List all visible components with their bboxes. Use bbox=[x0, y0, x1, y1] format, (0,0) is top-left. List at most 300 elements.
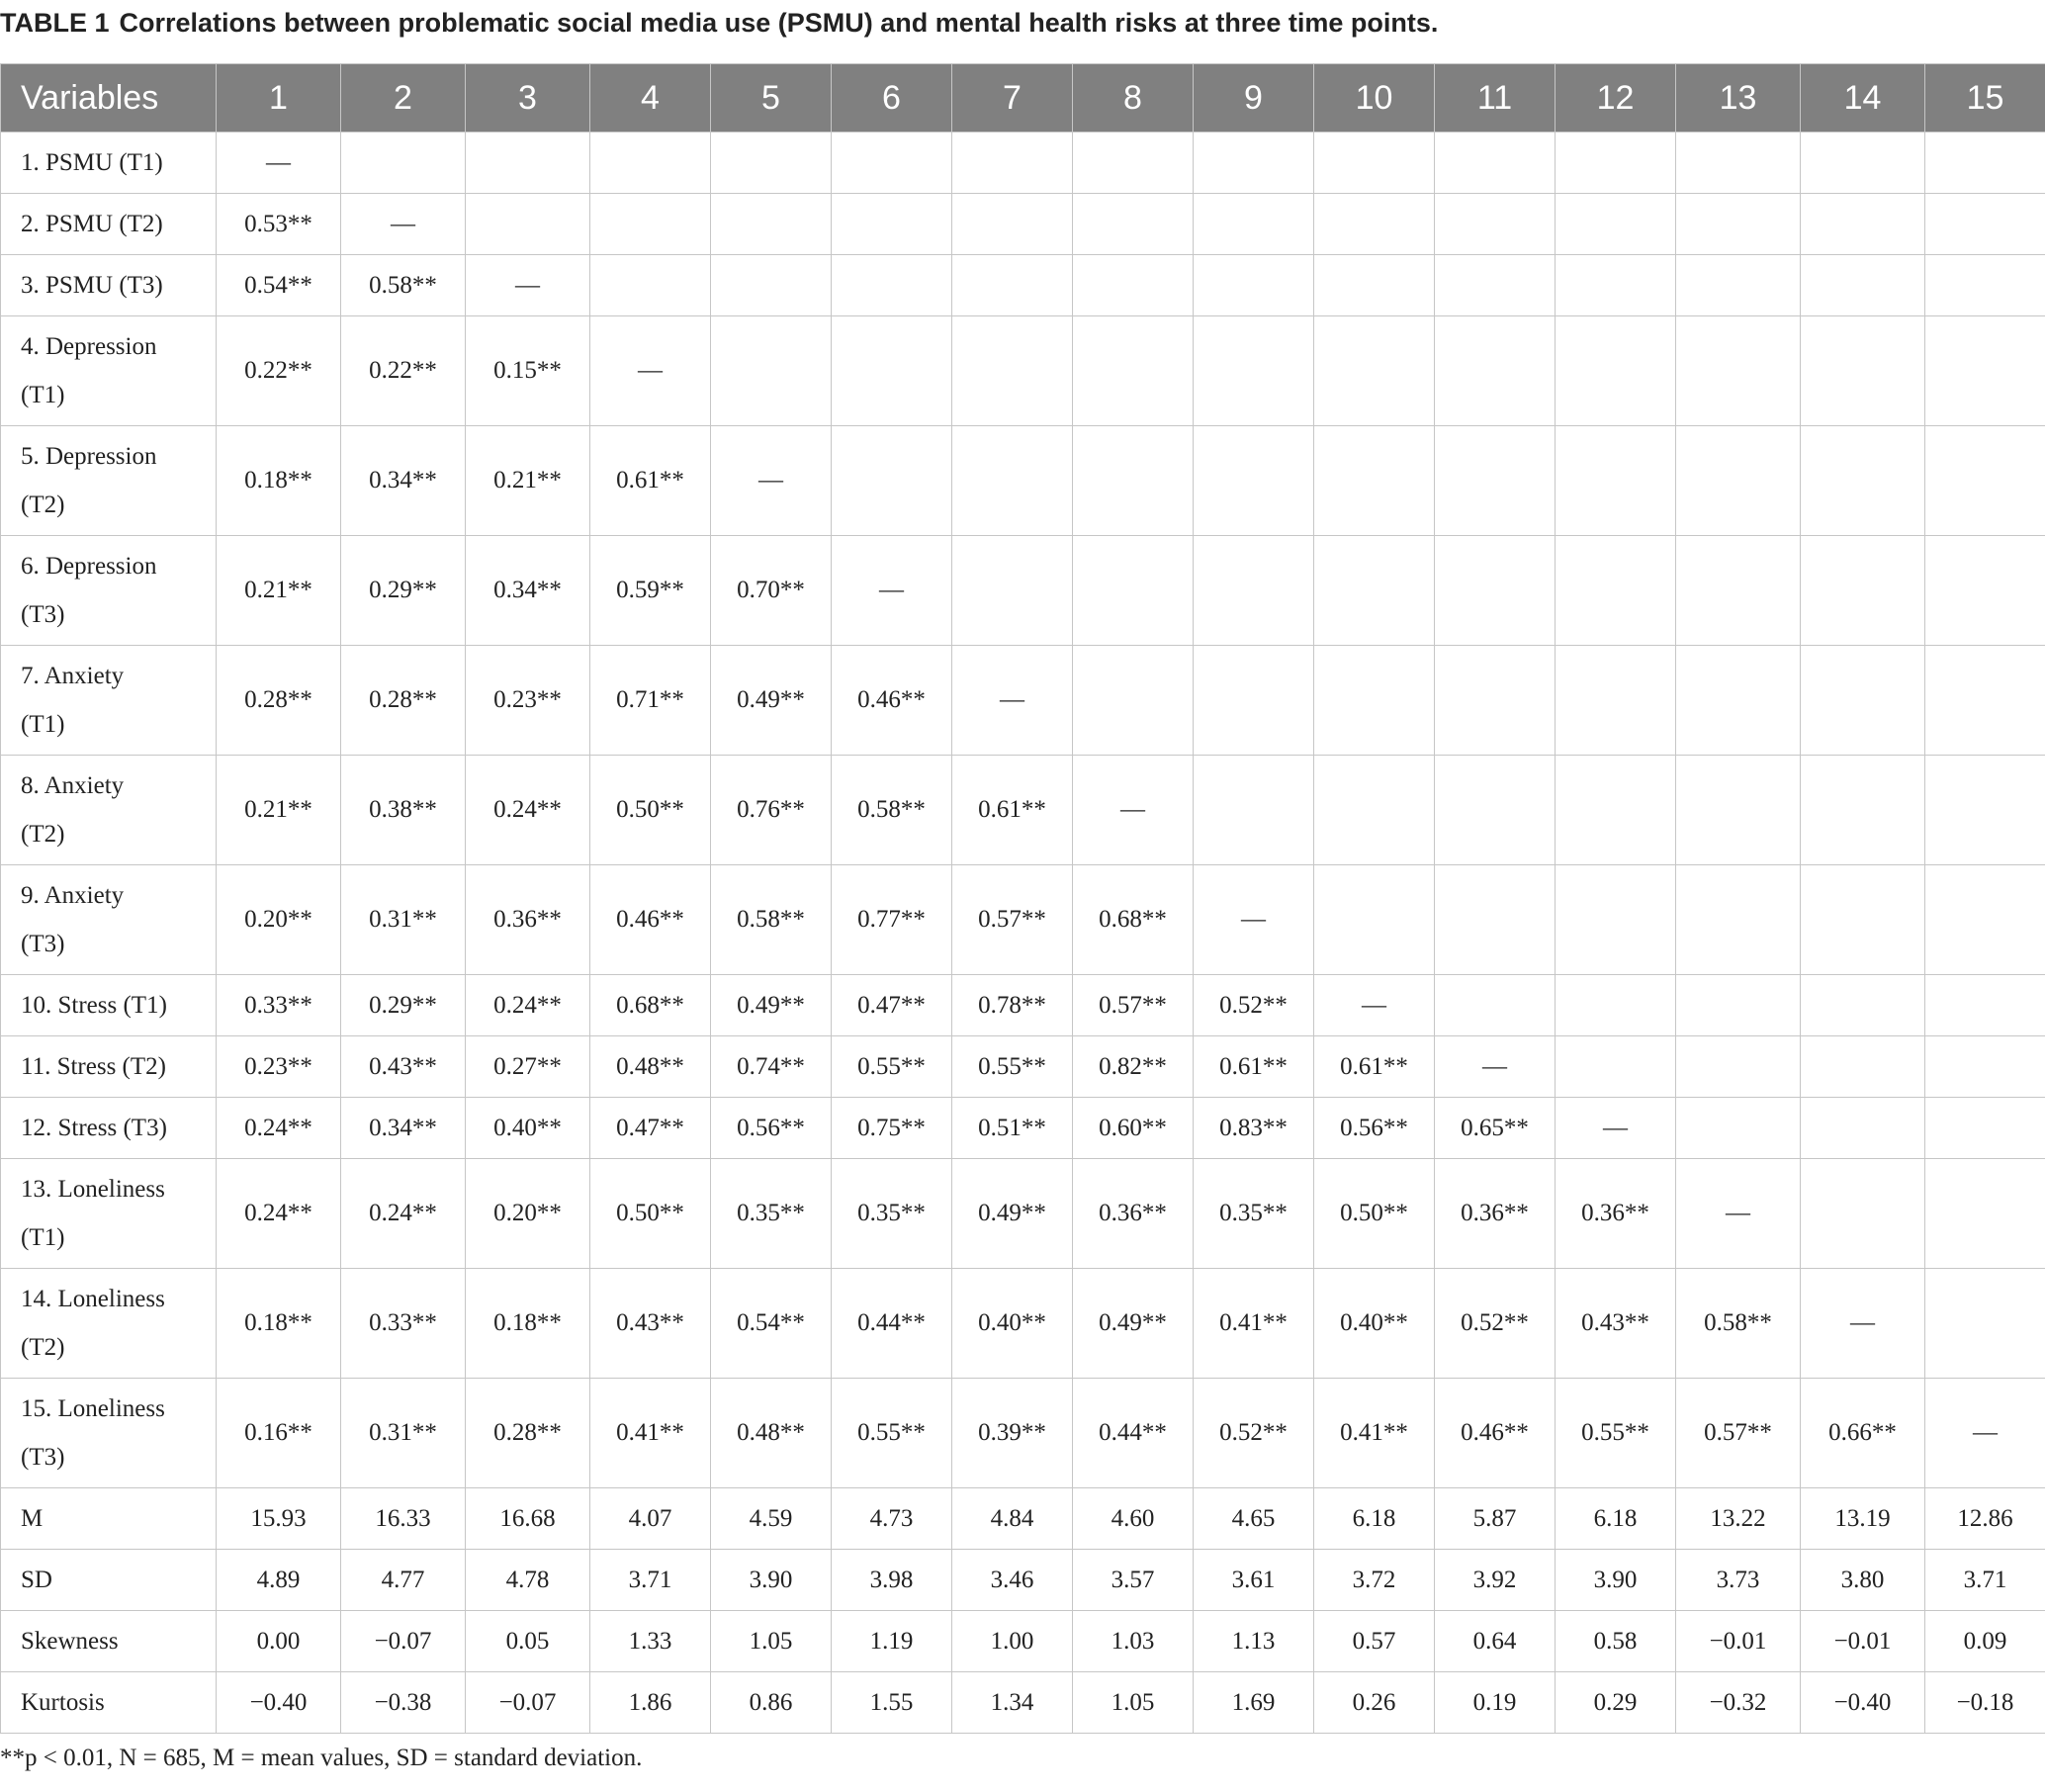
table-cell: 0.50** bbox=[590, 756, 711, 865]
table-cell: — bbox=[1801, 1269, 1925, 1379]
table-cell: — bbox=[590, 316, 711, 426]
table-cell: −0.07 bbox=[341, 1611, 466, 1672]
header-col-4: 4 bbox=[590, 64, 711, 133]
table-cell bbox=[1314, 756, 1435, 865]
table-cell: 0.53** bbox=[217, 194, 341, 255]
table-cell: 0.58** bbox=[1676, 1269, 1801, 1379]
table-cell: 0.46** bbox=[832, 646, 952, 756]
table-cell: 0.21** bbox=[217, 536, 341, 646]
table-cell: — bbox=[1676, 1159, 1801, 1269]
table-cell bbox=[1314, 255, 1435, 316]
table-cell bbox=[1314, 194, 1435, 255]
table-cell: 0.55** bbox=[952, 1036, 1073, 1098]
variable-label: 8. Anxiety (T2) bbox=[1, 756, 217, 865]
table-cell bbox=[1925, 1159, 2045, 1269]
table-row bbox=[1, 1488, 2045, 1550]
table-cell: — bbox=[1556, 1098, 1676, 1159]
table-cell: 0.36** bbox=[1073, 1159, 1194, 1269]
table-cell bbox=[1925, 646, 2045, 756]
table-row bbox=[1, 194, 2045, 255]
table-cell bbox=[1801, 1159, 1925, 1269]
table-cell: 4.78 bbox=[466, 1550, 590, 1611]
table-cell bbox=[1676, 865, 1801, 975]
table-row bbox=[1, 865, 2045, 975]
table-cell: 0.56** bbox=[1314, 1098, 1435, 1159]
table-cell bbox=[832, 194, 952, 255]
table-cell bbox=[1925, 426, 2045, 536]
table-title: Correlations between problematic social media use (PSMU) and mental health risks at three time points. bbox=[119, 8, 1439, 38]
table-cell: 3.73 bbox=[1676, 1550, 1801, 1611]
table-cell: — bbox=[1925, 1379, 2045, 1488]
table-cell bbox=[1435, 646, 1556, 756]
table-cell bbox=[1676, 194, 1801, 255]
table-cell: 3.90 bbox=[1556, 1550, 1676, 1611]
table-cell: 0.33** bbox=[217, 975, 341, 1036]
table-cell bbox=[1556, 865, 1676, 975]
table-caption bbox=[0, 8, 1438, 39]
variable-label: 10. Stress (T1) bbox=[1, 975, 217, 1036]
variable-label: 7. Anxiety (T1) bbox=[1, 646, 217, 756]
table-cell bbox=[1194, 133, 1314, 194]
table-cell: 0.36** bbox=[466, 865, 590, 975]
table-cell: 4.84 bbox=[952, 1488, 1073, 1550]
table-cell bbox=[1073, 646, 1194, 756]
table-cell bbox=[1801, 133, 1925, 194]
table-cell: 0.24** bbox=[341, 1159, 466, 1269]
table-cell: — bbox=[832, 536, 952, 646]
table-cell: 0.24** bbox=[466, 756, 590, 865]
table-cell: 1.33 bbox=[590, 1611, 711, 1672]
header-col-1: 1 bbox=[217, 64, 341, 133]
table-cell: 0.19 bbox=[1435, 1672, 1556, 1734]
table-cell bbox=[1925, 1036, 2045, 1098]
variable-label: 11. Stress (T2) bbox=[1, 1036, 217, 1098]
table-cell: — bbox=[1435, 1036, 1556, 1098]
table-cell: 0.39** bbox=[952, 1379, 1073, 1488]
table-cell: 15.93 bbox=[217, 1488, 341, 1550]
table-footnote: **p < 0.01, N = 685, M = mean values, SD = standard deviation. bbox=[0, 1745, 643, 1771]
table-cell: 12.86 bbox=[1925, 1488, 2045, 1550]
table-cell: 0.38** bbox=[341, 756, 466, 865]
header-col-12: 12 bbox=[1556, 64, 1676, 133]
header-col-11: 11 bbox=[1435, 64, 1556, 133]
table-cell: 1.34 bbox=[952, 1672, 1073, 1734]
table-cell bbox=[952, 194, 1073, 255]
table-cell: 0.50** bbox=[1314, 1159, 1435, 1269]
table-row bbox=[1, 646, 2045, 756]
table-cell: 0.35** bbox=[711, 1159, 832, 1269]
table-cell: 16.68 bbox=[466, 1488, 590, 1550]
table-cell: 4.89 bbox=[217, 1550, 341, 1611]
table-cell: 0.21** bbox=[217, 756, 341, 865]
table-cell: 0.35** bbox=[832, 1159, 952, 1269]
table-cell: 0.41** bbox=[1314, 1379, 1435, 1488]
table-row bbox=[1, 255, 2045, 316]
table-cell: 4.59 bbox=[711, 1488, 832, 1550]
table-cell: 0.49** bbox=[711, 646, 832, 756]
table-cell: −0.18 bbox=[1925, 1672, 2045, 1734]
table-cell bbox=[1435, 756, 1556, 865]
table-cell bbox=[590, 255, 711, 316]
table-cell: 0.70** bbox=[711, 536, 832, 646]
table-cell bbox=[1925, 133, 2045, 194]
table-cell: 0.18** bbox=[466, 1269, 590, 1379]
table-cell: 0.09 bbox=[1925, 1611, 2045, 1672]
table-cell: 0.51** bbox=[952, 1098, 1073, 1159]
table-cell: 0.71** bbox=[590, 646, 711, 756]
table-cell bbox=[1314, 865, 1435, 975]
table-cell bbox=[1314, 646, 1435, 756]
table-cell: 0.34** bbox=[341, 1098, 466, 1159]
table-cell: 1.55 bbox=[832, 1672, 952, 1734]
table-cell: 0.29** bbox=[341, 975, 466, 1036]
table-cell bbox=[466, 133, 590, 194]
variable-label: 1. PSMU (T1) bbox=[1, 133, 217, 194]
table-cell: 0.52** bbox=[1194, 975, 1314, 1036]
table-cell bbox=[952, 426, 1073, 536]
variable-label: 15. Loneliness (T3) bbox=[1, 1379, 217, 1488]
table-cell: 3.71 bbox=[590, 1550, 711, 1611]
table-cell bbox=[341, 133, 466, 194]
table-cell bbox=[711, 255, 832, 316]
table-cell bbox=[1801, 646, 1925, 756]
table-cell: 0.58** bbox=[832, 756, 952, 865]
table-cell: — bbox=[952, 646, 1073, 756]
table-cell bbox=[466, 194, 590, 255]
table-body bbox=[1, 133, 2045, 1734]
table-cell: 0.68** bbox=[590, 975, 711, 1036]
table-row bbox=[1, 1036, 2045, 1098]
table-cell bbox=[1801, 426, 1925, 536]
header-col-10: 10 bbox=[1314, 64, 1435, 133]
table-cell: 0.40** bbox=[1314, 1269, 1435, 1379]
table-cell: 3.61 bbox=[1194, 1550, 1314, 1611]
table-cell bbox=[590, 194, 711, 255]
table-cell bbox=[711, 316, 832, 426]
table-cell: 3.72 bbox=[1314, 1550, 1435, 1611]
header-col-6: 6 bbox=[832, 64, 952, 133]
header-col-15: 15 bbox=[1925, 64, 2045, 133]
table-cell bbox=[1925, 194, 2045, 255]
table-cell: −0.07 bbox=[466, 1672, 590, 1734]
table-cell: 1.03 bbox=[1073, 1611, 1194, 1672]
table-cell: 0.65** bbox=[1435, 1098, 1556, 1159]
table-cell: 13.19 bbox=[1801, 1488, 1925, 1550]
table-cell bbox=[1925, 1269, 2045, 1379]
table-cell: 0.61** bbox=[952, 756, 1073, 865]
table-cell: 0.60** bbox=[1073, 1098, 1194, 1159]
table-row bbox=[1, 756, 2045, 865]
table-cell bbox=[1194, 194, 1314, 255]
table-cell: 4.60 bbox=[1073, 1488, 1194, 1550]
table-cell bbox=[1676, 133, 1801, 194]
table-cell: 0.22** bbox=[341, 316, 466, 426]
table-row bbox=[1, 133, 2045, 194]
table-cell: −0.01 bbox=[1676, 1611, 1801, 1672]
table-cell: 0.31** bbox=[341, 1379, 466, 1488]
table-cell: 1.19 bbox=[832, 1611, 952, 1672]
table-cell: 0.58 bbox=[1556, 1611, 1676, 1672]
table-cell: 0.58** bbox=[341, 255, 466, 316]
table-cell: 0.50** bbox=[590, 1159, 711, 1269]
table-cell: 0.46** bbox=[1435, 1379, 1556, 1488]
table-cell: — bbox=[711, 426, 832, 536]
table-cell: 0.54** bbox=[217, 255, 341, 316]
table-cell: 0.52** bbox=[1435, 1269, 1556, 1379]
table-cell: 0.74** bbox=[711, 1036, 832, 1098]
table-cell: 6.18 bbox=[1556, 1488, 1676, 1550]
table-cell bbox=[832, 133, 952, 194]
table-cell bbox=[1801, 756, 1925, 865]
table-cell: 0.35** bbox=[1194, 1159, 1314, 1269]
table-cell bbox=[832, 255, 952, 316]
table-cell bbox=[1435, 426, 1556, 536]
table-cell: 0.43** bbox=[590, 1269, 711, 1379]
table-cell: 0.26 bbox=[1314, 1672, 1435, 1734]
table-cell bbox=[1435, 536, 1556, 646]
header-col-14: 14 bbox=[1801, 64, 1925, 133]
table-cell: 0.33** bbox=[341, 1269, 466, 1379]
table-row bbox=[1, 975, 2045, 1036]
variable-label: 4. Depression (T1) bbox=[1, 316, 217, 426]
table-cell: 0.49** bbox=[1073, 1269, 1194, 1379]
table-cell bbox=[1556, 756, 1676, 865]
table-cell bbox=[1556, 1036, 1676, 1098]
table-row bbox=[1, 426, 2045, 536]
table-cell: 0.68** bbox=[1073, 865, 1194, 975]
variable-label: 9. Anxiety (T3) bbox=[1, 865, 217, 975]
table-cell bbox=[1676, 1036, 1801, 1098]
table-cell: 0.61** bbox=[1194, 1036, 1314, 1098]
table-cell: 0.40** bbox=[466, 1098, 590, 1159]
table-cell bbox=[1676, 426, 1801, 536]
table-cell: 0.54** bbox=[711, 1269, 832, 1379]
table-cell: 0.36** bbox=[1435, 1159, 1556, 1269]
table-cell bbox=[590, 133, 711, 194]
table-cell: 0.05 bbox=[466, 1611, 590, 1672]
table-cell bbox=[1314, 316, 1435, 426]
table-cell: 0.16** bbox=[217, 1379, 341, 1488]
header-col-8: 8 bbox=[1073, 64, 1194, 133]
table-cell: 0.57** bbox=[1676, 1379, 1801, 1488]
table-row bbox=[1, 1098, 2045, 1159]
table-cell: 0.20** bbox=[217, 865, 341, 975]
table-cell: 0.64 bbox=[1435, 1611, 1556, 1672]
table-cell: 0.47** bbox=[832, 975, 952, 1036]
table-cell bbox=[1194, 536, 1314, 646]
header-col-5: 5 bbox=[711, 64, 832, 133]
table-cell: 0.22** bbox=[217, 316, 341, 426]
table-cell: 0.23** bbox=[466, 646, 590, 756]
table-cell: — bbox=[217, 133, 341, 194]
table-cell: 0.57 bbox=[1314, 1611, 1435, 1672]
table-header-row bbox=[1, 64, 2045, 133]
table-cell: — bbox=[1073, 756, 1194, 865]
table-cell: — bbox=[466, 255, 590, 316]
table-cell: 1.00 bbox=[952, 1611, 1073, 1672]
table-cell bbox=[1801, 536, 1925, 646]
table-cell: 0.47** bbox=[590, 1098, 711, 1159]
table-cell: −0.40 bbox=[1801, 1672, 1925, 1734]
table-cell: 0.55** bbox=[1556, 1379, 1676, 1488]
table-row bbox=[1, 1550, 2045, 1611]
table-cell bbox=[1676, 316, 1801, 426]
header-col-7: 7 bbox=[952, 64, 1073, 133]
table-cell: 3.80 bbox=[1801, 1550, 1925, 1611]
table-cell bbox=[1925, 756, 2045, 865]
table-cell: 0.58** bbox=[711, 865, 832, 975]
header-col-3: 3 bbox=[466, 64, 590, 133]
table-cell: 4.73 bbox=[832, 1488, 952, 1550]
table-cell: 0.29 bbox=[1556, 1672, 1676, 1734]
table-cell: 0.18** bbox=[217, 426, 341, 536]
table-cell: 0.29** bbox=[341, 536, 466, 646]
table-cell bbox=[1073, 133, 1194, 194]
table-cell bbox=[1676, 975, 1801, 1036]
table-cell: 13.22 bbox=[1676, 1488, 1801, 1550]
table-cell: 0.66** bbox=[1801, 1379, 1925, 1488]
table-cell: 0.15** bbox=[466, 316, 590, 426]
table-cell: 0.46** bbox=[590, 865, 711, 975]
table-cell bbox=[1556, 316, 1676, 426]
table-cell: 0.61** bbox=[590, 426, 711, 536]
table-cell bbox=[1676, 1098, 1801, 1159]
table-cell bbox=[1435, 194, 1556, 255]
table-cell: 0.36** bbox=[1556, 1159, 1676, 1269]
variable-label: 2. PSMU (T2) bbox=[1, 194, 217, 255]
table-cell: 0.43** bbox=[341, 1036, 466, 1098]
variable-label: SD bbox=[1, 1550, 217, 1611]
header-col-13: 13 bbox=[1676, 64, 1801, 133]
table-cell bbox=[952, 536, 1073, 646]
table-cell: 0.28** bbox=[217, 646, 341, 756]
table-cell: 0.49** bbox=[711, 975, 832, 1036]
table-cell: 0.52** bbox=[1194, 1379, 1314, 1488]
table-cell bbox=[1925, 255, 2045, 316]
table-row bbox=[1, 1611, 2045, 1672]
variable-label: 3. PSMU (T3) bbox=[1, 255, 217, 316]
table-row bbox=[1, 1269, 2045, 1379]
table-cell: — bbox=[1194, 865, 1314, 975]
table-cell bbox=[1556, 536, 1676, 646]
table-cell bbox=[832, 426, 952, 536]
table-cell bbox=[1435, 255, 1556, 316]
table-cell bbox=[1194, 756, 1314, 865]
table-row bbox=[1, 316, 2045, 426]
table-cell bbox=[1925, 536, 2045, 646]
table-cell: 0.41** bbox=[590, 1379, 711, 1488]
header-variables: Variables bbox=[1, 64, 217, 133]
table-cell bbox=[1801, 975, 1925, 1036]
table-cell bbox=[1073, 194, 1194, 255]
table-cell: 4.65 bbox=[1194, 1488, 1314, 1550]
table-cell: 6.18 bbox=[1314, 1488, 1435, 1550]
table-cell: 1.05 bbox=[711, 1611, 832, 1672]
table-cell: 3.57 bbox=[1073, 1550, 1194, 1611]
table-cell: 0.23** bbox=[217, 1036, 341, 1098]
table-row bbox=[1, 1159, 2045, 1269]
table-cell bbox=[1801, 316, 1925, 426]
table-cell bbox=[1556, 133, 1676, 194]
variable-label: 6. Depression (T3) bbox=[1, 536, 217, 646]
table-cell: 0.76** bbox=[711, 756, 832, 865]
table-cell: 0.24** bbox=[217, 1098, 341, 1159]
table-cell: 16.33 bbox=[341, 1488, 466, 1550]
table-cell bbox=[1073, 255, 1194, 316]
table-cell bbox=[952, 133, 1073, 194]
table-cell: 0.27** bbox=[466, 1036, 590, 1098]
table-cell: 0.34** bbox=[341, 426, 466, 536]
table-cell: 0.78** bbox=[952, 975, 1073, 1036]
table-cell bbox=[1801, 1036, 1925, 1098]
table-cell: 0.57** bbox=[952, 865, 1073, 975]
table-cell: 0.77** bbox=[832, 865, 952, 975]
variable-label: M bbox=[1, 1488, 217, 1550]
table-cell: 0.28** bbox=[341, 646, 466, 756]
table-cell bbox=[1194, 316, 1314, 426]
table-row bbox=[1, 536, 2045, 646]
table-cell: 0.00 bbox=[217, 1611, 341, 1672]
table-cell: 0.75** bbox=[832, 1098, 952, 1159]
table-cell bbox=[1676, 536, 1801, 646]
table-cell bbox=[1925, 975, 2045, 1036]
table-cell: 0.24** bbox=[466, 975, 590, 1036]
table-cell bbox=[1556, 255, 1676, 316]
table-cell: 1.05 bbox=[1073, 1672, 1194, 1734]
table-cell bbox=[1194, 426, 1314, 536]
table-cell: 1.86 bbox=[590, 1672, 711, 1734]
table-cell: 0.40** bbox=[952, 1269, 1073, 1379]
variable-label: 14. Loneliness (T2) bbox=[1, 1269, 217, 1379]
table-cell: 0.59** bbox=[590, 536, 711, 646]
table-cell: 0.34** bbox=[466, 536, 590, 646]
table-cell bbox=[1556, 426, 1676, 536]
table-cell: 0.61** bbox=[1314, 1036, 1435, 1098]
table-cell: 3.46 bbox=[952, 1550, 1073, 1611]
variable-label: Kurtosis bbox=[1, 1672, 217, 1734]
table-label: TABLE 1 bbox=[0, 8, 110, 38]
table-cell bbox=[1676, 756, 1801, 865]
table-cell: −0.40 bbox=[217, 1672, 341, 1734]
table-row bbox=[1, 1379, 2045, 1488]
table-cell: 0.28** bbox=[466, 1379, 590, 1488]
table-cell: 1.13 bbox=[1194, 1611, 1314, 1672]
table-cell: 0.44** bbox=[832, 1269, 952, 1379]
table-cell: — bbox=[341, 194, 466, 255]
table-cell bbox=[1073, 316, 1194, 426]
table-cell: 0.82** bbox=[1073, 1036, 1194, 1098]
table-cell: 0.31** bbox=[341, 865, 466, 975]
table-cell bbox=[1314, 133, 1435, 194]
table-cell: 0.18** bbox=[217, 1269, 341, 1379]
table-cell: 5.87 bbox=[1435, 1488, 1556, 1550]
table-cell bbox=[1194, 646, 1314, 756]
table-cell: 0.83** bbox=[1194, 1098, 1314, 1159]
table-cell bbox=[1556, 194, 1676, 255]
table-cell bbox=[1801, 1098, 1925, 1159]
table-cell bbox=[1676, 646, 1801, 756]
table-cell: 3.98 bbox=[832, 1550, 952, 1611]
table-cell bbox=[1073, 426, 1194, 536]
variable-label: 5. Depression (T2) bbox=[1, 426, 217, 536]
table-cell: 1.69 bbox=[1194, 1672, 1314, 1734]
table-row bbox=[1, 1672, 2045, 1734]
table-cell bbox=[1925, 1098, 2045, 1159]
table-cell: 0.44** bbox=[1073, 1379, 1194, 1488]
table-cell: 0.48** bbox=[711, 1379, 832, 1488]
table-cell bbox=[1435, 975, 1556, 1036]
table-cell: 0.24** bbox=[217, 1159, 341, 1269]
